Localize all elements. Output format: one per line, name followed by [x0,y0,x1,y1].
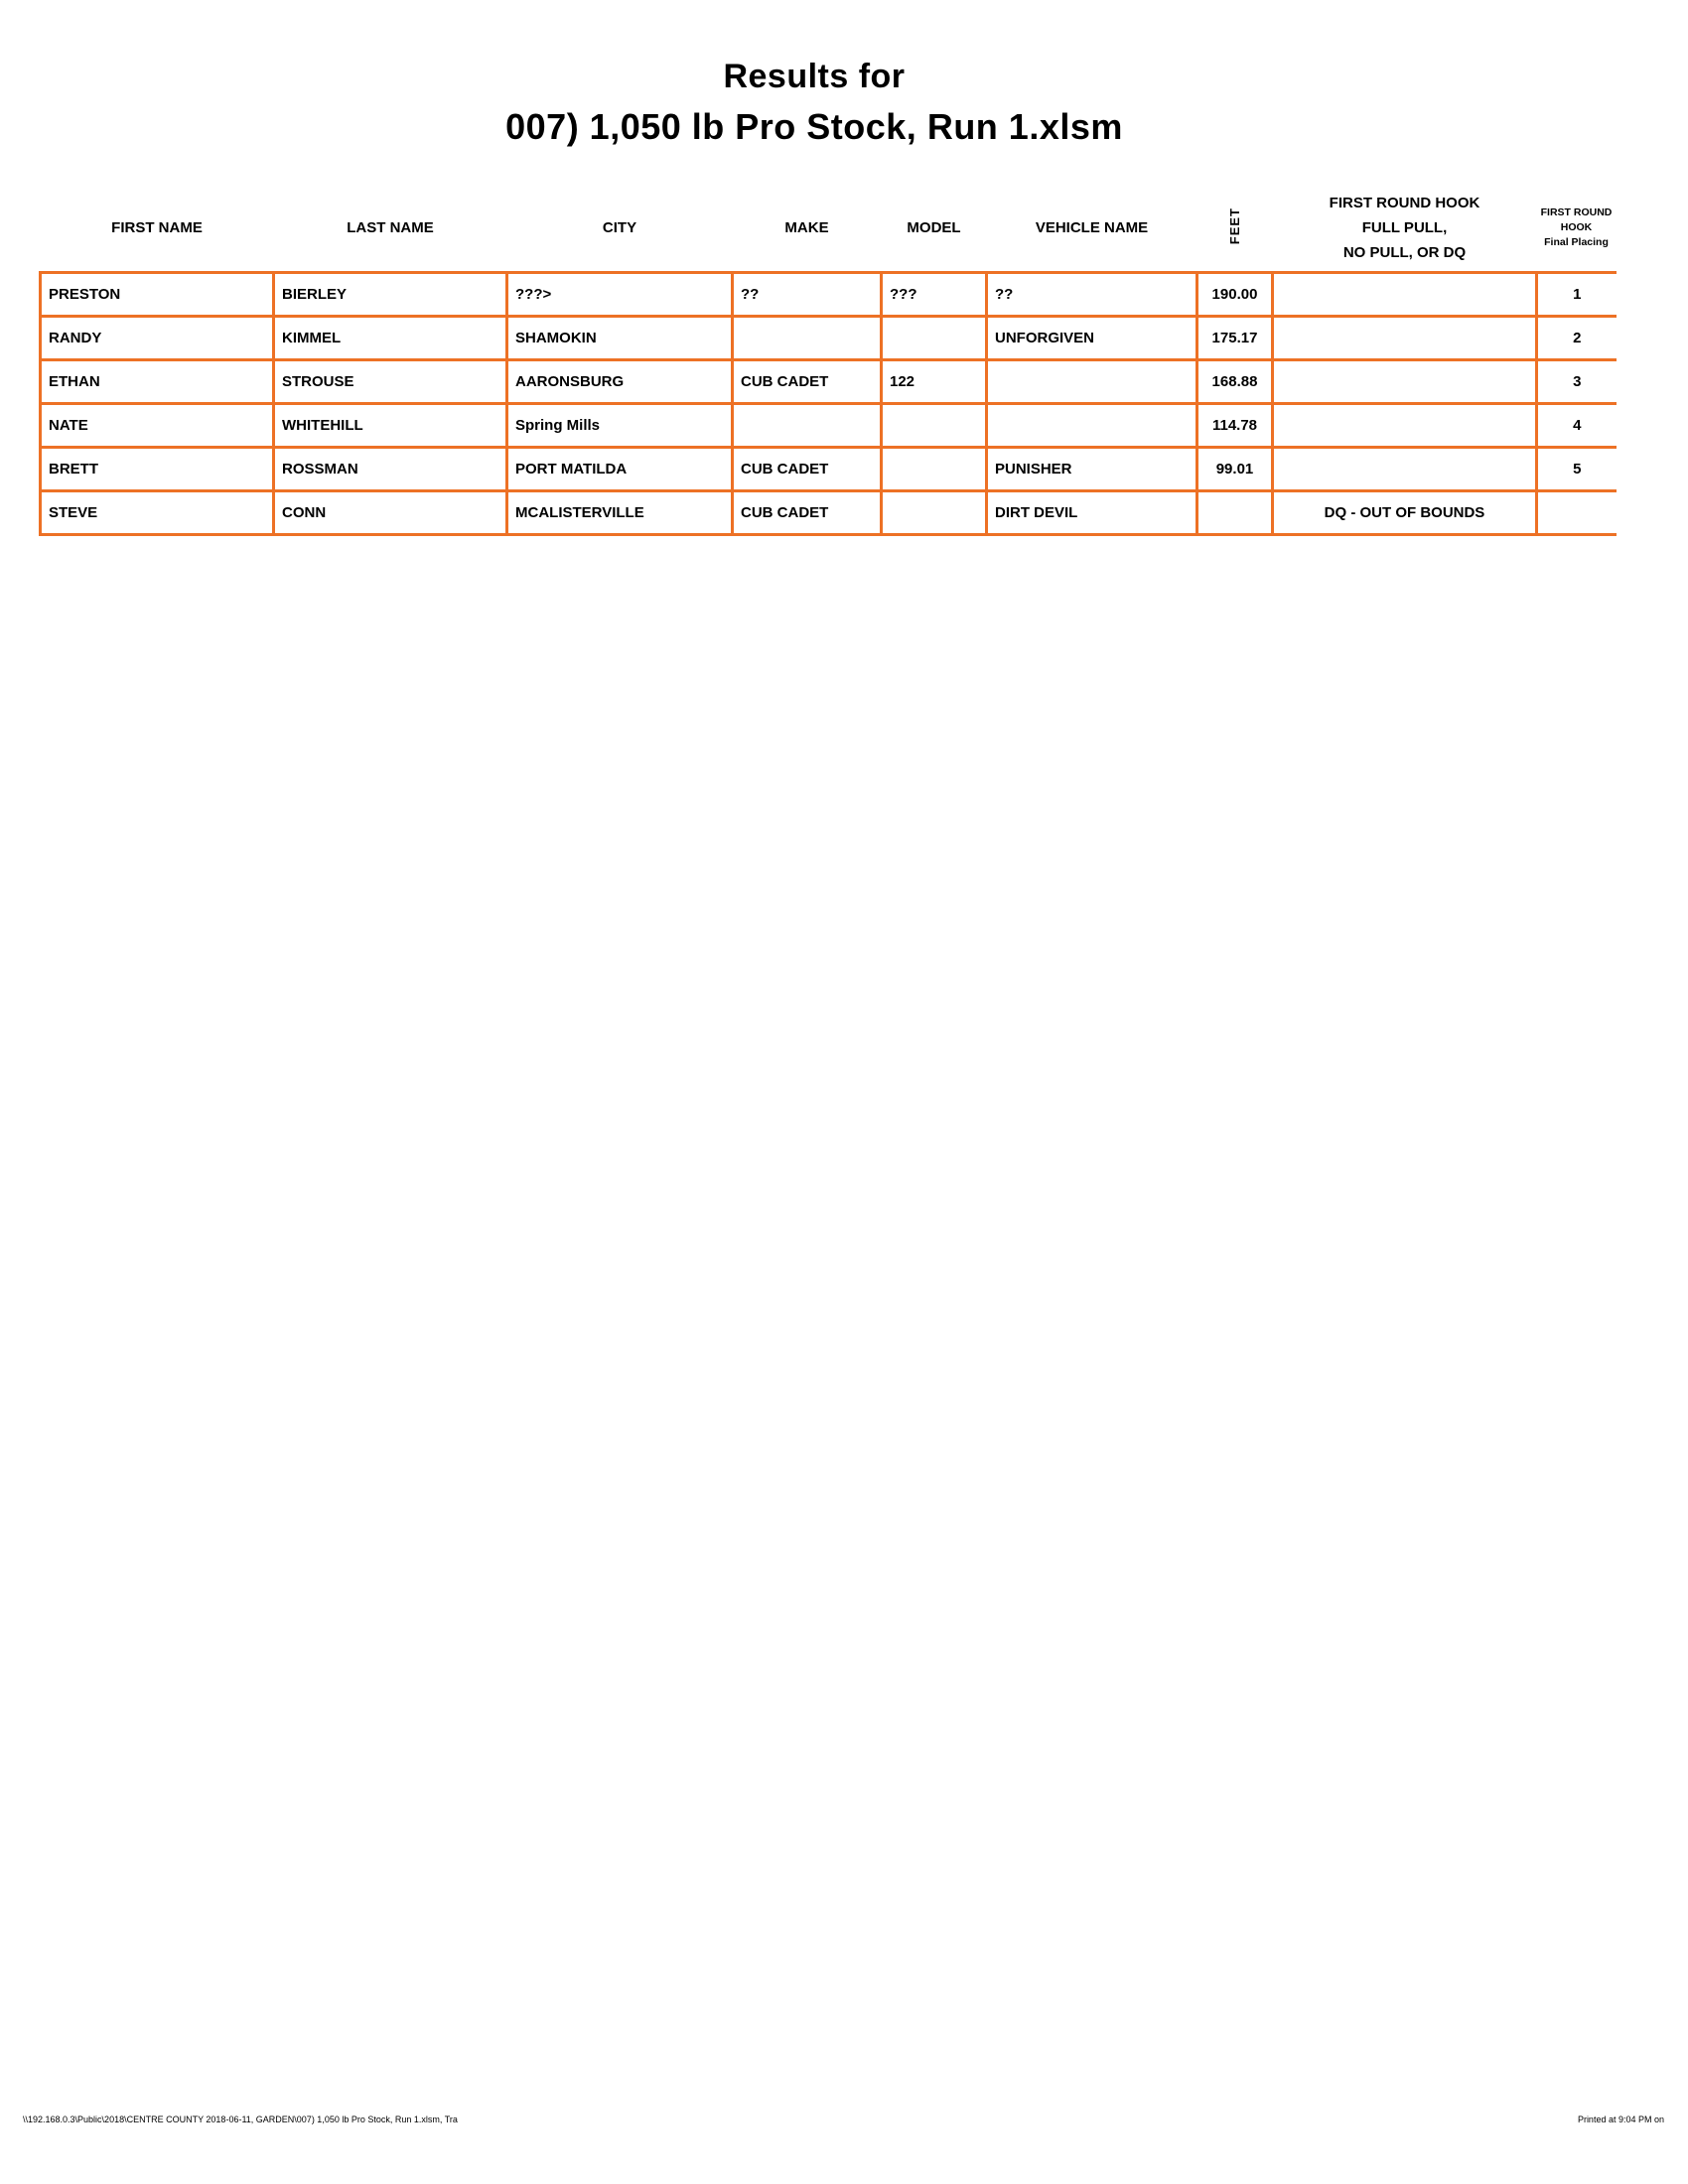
cell-vehicle-name: DIRT DEVIL [987,490,1197,534]
cell-vehicle-name: UNFORGIVEN [987,316,1197,359]
table-row [41,316,1617,359]
footer-printed-timestamp: Printed at 9:04 PM on [1577,2115,1664,2124]
cell-city: AARONSBURG [507,359,733,403]
cell-city: ???> [507,272,733,316]
table-row [41,359,1617,403]
cell-feet: 99.01 [1197,447,1273,490]
cell-placing: 4 [1537,403,1617,447]
cell-model: ??? [882,272,987,316]
cell-first-name: BRETT [41,447,274,490]
cell-make: CUB CADET [733,359,882,403]
cell-feet: 114.78 [1197,403,1273,447]
cell-make [733,316,882,359]
cell-last-name: WHITEHILL [274,403,507,447]
column-header-make: MAKE [784,218,829,236]
cell-placing: 1 [1537,272,1617,316]
cell-first-name: NATE [41,403,274,447]
cell-make: CUB CADET [733,447,882,490]
cell-city: SHAMOKIN [507,316,733,359]
table-row [41,403,1617,447]
cell-feet: 168.88 [1197,359,1273,403]
hook-header-line2: FULL PULL, [1361,218,1448,236]
results-table [39,185,1617,536]
column-header-final-placing [1537,185,1617,272]
cell-last-name: CONN [274,490,507,534]
column-header-first-name: FIRST NAME [111,218,203,236]
cell-hook [1273,272,1537,316]
cell-make: CUB CADET [733,490,882,534]
cell-last-name: ROSSMAN [274,447,507,490]
table-row [41,490,1617,534]
footer-file-path: \\192.168.0.3\Public\2018\CENTRE COUNTY 2018-06-11, GARDEN\007) 1,050 lb Pro Stock, Run 1.xlsm, Tra [23,2115,458,2124]
column-header-feet [1197,185,1273,272]
cell-model [882,403,987,447]
cell-vehicle-name [987,359,1197,403]
column-header-first-round-hook [1273,185,1537,272]
cell-feet: 175.17 [1197,316,1273,359]
cell-last-name: STROUSE [274,359,507,403]
cell-vehicle-name [987,403,1197,447]
page-title [0,58,1628,148]
feet-vertical-label: FEET [1227,206,1242,244]
cell-placing: 3 [1537,359,1617,403]
cell-make [733,403,882,447]
hook-header-line3: NO PULL, OR DQ [1342,243,1467,261]
placing-header-line2: HOOK [1560,220,1593,233]
cell-hook [1273,447,1537,490]
results-table-header [41,185,1617,272]
cell-hook [1273,316,1537,359]
cell-last-name: KIMMEL [274,316,507,359]
results-table-body [41,272,1617,534]
cell-first-name: RANDY [41,316,274,359]
placing-header-line1: FIRST ROUND [1540,205,1613,218]
cell-hook: DQ - OUT OF BOUNDS [1273,490,1537,534]
cell-city: PORT MATILDA [507,447,733,490]
cell-city: Spring Mills [507,403,733,447]
placing-header-line3: Final Placing [1544,235,1609,248]
cell-first-name: STEVE [41,490,274,534]
cell-feet [1197,490,1273,534]
header-row [41,185,1617,272]
cell-vehicle-name: ?? [987,272,1197,316]
cell-model [882,316,987,359]
cell-placing: 5 [1537,447,1617,490]
hook-header-line1: FIRST ROUND HOOK [1329,194,1480,211]
table-row [41,272,1617,316]
cell-last-name: BIERLEY [274,272,507,316]
cell-first-name: PRESTON [41,272,274,316]
page-title-line1: Results for [723,58,906,95]
cell-hook [1273,403,1537,447]
cell-first-name: ETHAN [41,359,274,403]
cell-hook [1273,359,1537,403]
cell-vehicle-name: PUNISHER [987,447,1197,490]
cell-feet: 190.00 [1197,272,1273,316]
cell-model [882,490,987,534]
cell-model: 122 [882,359,987,403]
page-title-line2: 007) 1,050 lb Pro Stock, Run 1.xlsm [505,106,1123,147]
cell-placing [1537,490,1617,534]
column-header-city: CITY [602,218,637,236]
cell-make: ?? [733,272,882,316]
column-header-vehicle-name: VEHICLE NAME [1035,218,1149,236]
column-header-last-name: LAST NAME [347,218,434,236]
table-row [41,447,1617,490]
cell-city: MCALISTERVILLE [507,490,733,534]
cell-model [882,447,987,490]
column-header-model: MODEL [907,218,961,236]
cell-placing: 2 [1537,316,1617,359]
